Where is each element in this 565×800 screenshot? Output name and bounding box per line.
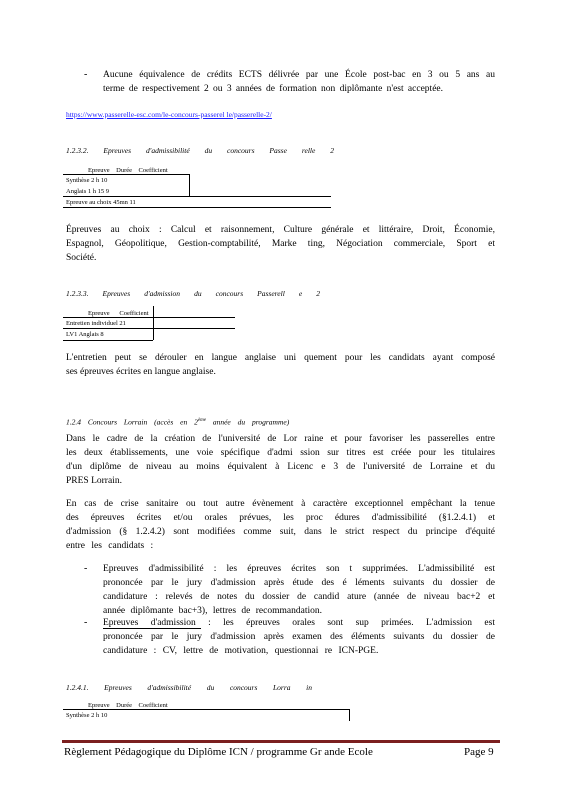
table-header-cell: Coefficient [138,167,168,174]
text-line: Epreuves d'admissibilité : les épreuves écrites son t supprimées. L'admissibilité est [103,564,495,574]
table-header-cell: Durée [116,167,133,174]
text-line: d'un diplôme de niveau au moins équivalent à Licenc e 3 de l'université de Lorraine et du [66,462,495,472]
table-rule [63,207,331,208]
text-line: des épreuves écrites et/ou orales prévues, les proc édures d'admissibilité (§1.2.4.1) et [66,513,495,523]
table-row: LV1 Anglais 8 [66,331,104,338]
table-row: Entretien individuel 21 [66,320,126,327]
footer-title: Règlement Pédagogique du Diplôme ICN / programme Gr ande Ecole [64,746,373,758]
page-number: Page 9 [464,746,494,758]
table-header-cell: Coefficient [119,310,149,317]
table-rule [189,174,190,196]
section-heading-1232: 1.2.3.2. Epreuves d'admissibilité du concours Passe relle 2 [66,146,334,155]
table-row: Anglais 1 h 15 9 [66,188,109,195]
bullet-dash: - [84,69,88,80]
heading-text: année du programme) [212,417,290,427]
section-heading-1241: 1.2.4.1. Epreuves d'admissibilité du concours Lorra in [66,683,312,692]
text-line: Société. [66,253,97,263]
underline [103,628,201,629]
text-line: Espagnol, Géopolitique, Gestion-comptabilité, Marke ting, Négociation commerciale, Sport et [66,239,495,249]
table-rule [63,328,235,329]
table-rule [63,709,349,710]
text-line: prononcée par le jury d'admission après étude des é léments suivants du dossier de [103,578,495,588]
text-line: PRES Lorrain. [66,476,122,486]
table-row: Epreuve au choix 45mn 11 [66,199,136,206]
bullet-dash: - [84,563,88,574]
text-line: En cas de crise sanitaire ou tout autre évènement à caractère exceptionnel empêchant la tenue [66,499,495,509]
table-row: Synthèse 2 h 10 [66,177,108,184]
text-line: les deux établissements, une voie spécifique d'admi ssion sur titres est créée pour les titulaires [66,448,495,458]
superscript: ème [197,418,206,423]
table-rule [63,317,235,318]
table-header-cell: Epreuve [88,310,110,317]
text-line: année diplômante bac+3), lettres de recommandation. [103,606,322,616]
text-line: Dans le cadre de la création de l'université de Lor raine et pour favoriser les passerelles entre [66,434,495,444]
table-header-cell: Durée [116,702,133,709]
table-header-cell: Coefficient [138,702,168,709]
text-line: Épreuves au choix : Calcul et raisonnement, Culture générale et littéraire, Droit, Économie, [66,225,495,235]
text-line: prononcée par le jury d'admission après examen des éléments suivants du dossier de [103,632,495,642]
text-line: candidature : CV, lettre de motivation, questionnai re ICN-PGE. [103,646,379,656]
bullet-dash: - [84,617,88,628]
text-line: L'entretien peut se dérouler en langue anglaise uni quement pour les candidats ayant composé [66,353,495,363]
table-rule [63,340,153,341]
heading-text: 1.2.4 Concours Lorrain (accès en 2 [66,417,198,427]
table-header-cell: Epreuve [88,167,110,174]
text-line: terme de respectivement 2 ou 3 années de formation non diplômante n'est acceptée. [103,84,443,94]
text-line: candidature : relevés de notes du dossier de candid ature (année de niveau bac+2 et [103,592,495,602]
table-rule [63,174,189,175]
text-line: Aucune équivalence de crédits ECTS délivrée par une École post-bac en 3 ou 5 ans au [103,70,495,80]
section-heading-124 [66,416,289,428]
passerelle-link[interactable]: https://www.passerelle-esc.com/le-concours-passerel le/passerelle-2/ [66,110,272,119]
text-line: entre les candidats : [66,541,154,551]
table-row: Synthèse 2 h 10 [66,712,108,719]
text-line: d'admission (§ 1.2.4.2) sont modifiées comme suit, dans le strict respect du principe d'équité [66,527,495,537]
table-header-cell: Epreuve [88,702,110,709]
table-rule [153,306,154,340]
footer-rule [62,740,500,743]
section-heading-1233: 1.2.3.3. Epreuves d'admission du concours Passerell e 2 [66,289,320,298]
text-line: Epreuves d'admission : les épreuves orales sont sup primées. L'admission est [103,618,495,628]
table-rule [63,196,331,197]
text-line: ses épreuves écrites en langue anglaise. [66,367,216,377]
table-rule [349,709,350,721]
